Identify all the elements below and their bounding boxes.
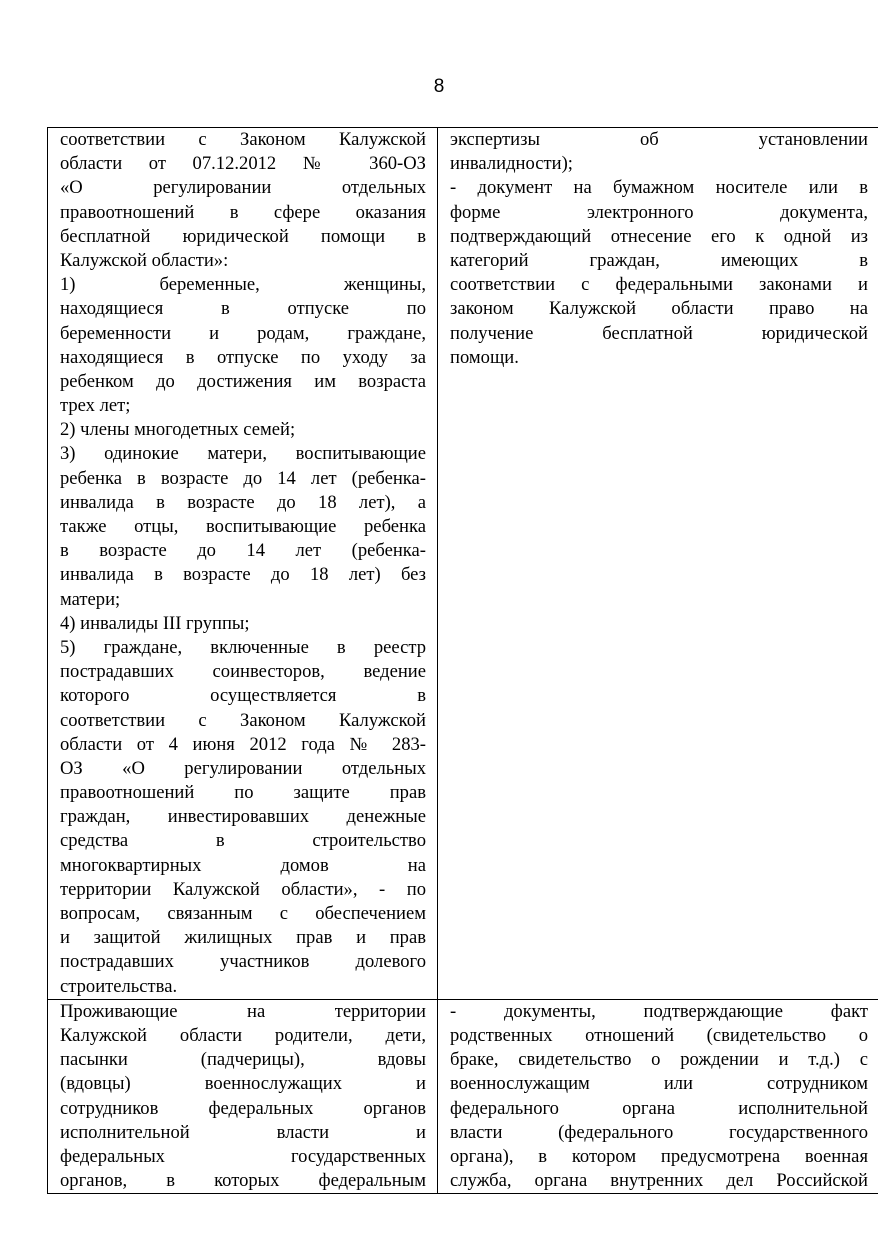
text-line: - документы, подтверждающие факт	[450, 1000, 868, 1022]
text-line: средства в строительство	[60, 830, 426, 852]
text-line: соответствии с Законом Калужской	[60, 129, 426, 150]
text-line: инвалида в возрасте до 18 лет) без	[60, 564, 426, 586]
text-line: 1) беременные, женщины,	[60, 274, 426, 296]
text-line: ребенка в возрасте до 14 лет (ребенка-	[60, 467, 426, 489]
document-table	[47, 127, 878, 1194]
text-line: также отцы, воспитывающие ребенка	[60, 516, 426, 537]
text-line: - документ на бумажном носителе или в	[450, 177, 868, 199]
text-line: вопросам, связанным с обеспечением	[60, 903, 426, 924]
text-line: инвалида в возрасте до 18 лет), а	[60, 491, 426, 513]
text-line: ребенком до достижения им возраста	[60, 370, 426, 392]
table-cell-category	[48, 128, 438, 1000]
text-line: органов, в которых федеральным	[60, 1170, 426, 1192]
text-line: получение бесплатной юридической	[450, 322, 868, 344]
table-row	[48, 128, 878, 1000]
text-line: правоотношений по защите прав	[60, 782, 426, 804]
text-line: области от 4 июня 2012 года № 283-	[60, 733, 426, 755]
text-line: ОЗ «О регулировании отдельных	[60, 757, 426, 779]
text-line: в возрасте до 14 лет (ребенка-	[60, 540, 426, 562]
text-line: Проживающие на территории	[60, 1000, 426, 1022]
text-line: категорий граждан, имеющих в	[450, 249, 868, 271]
text-line: 2) члены многодетных семей;	[60, 419, 296, 441]
text-line: территории Калужской области», - по	[60, 878, 426, 900]
text-line: служба, органа внутренних дел Российской	[450, 1170, 868, 1192]
text-line: помощи.	[450, 346, 519, 368]
text-line: Калужской области родители, дети,	[60, 1024, 426, 1046]
text-line: (вдовцы) военнослужащих и	[60, 1073, 426, 1095]
text-line: области от 07.12.2012 № 360-ОЗ	[60, 153, 426, 175]
text-line: которого осуществляется в	[60, 685, 426, 707]
text-line: бесплатной юридической помощи в	[60, 225, 426, 247]
text-line: федерального органа исполнительной	[450, 1097, 868, 1119]
text-line: сотрудников федеральных органов	[60, 1097, 426, 1119]
text-line: пострадавших соинвесторов, ведение	[60, 661, 426, 683]
text-line: исполнительной власти и	[60, 1121, 426, 1143]
text-line: браке, свидетельство о рождении и т.д.) с	[450, 1049, 868, 1071]
text-line: власти (федерального государственного	[450, 1121, 868, 1143]
table-cell-documents	[438, 128, 878, 1000]
text-line: инвалидности);	[450, 153, 573, 175]
table-row	[48, 999, 878, 1194]
text-line: органа), в котором предусмотрена военная	[450, 1145, 868, 1167]
table-cell-category	[48, 999, 438, 1194]
text-line: беременности и родам, граждане,	[60, 322, 426, 344]
text-line: 5) граждане, включенные в реестр	[60, 636, 426, 658]
page-number: 8	[433, 76, 445, 97]
text-line: строительства.	[60, 975, 178, 997]
text-line: матери;	[60, 588, 121, 610]
text-line: законом Калужской области право на	[450, 298, 868, 320]
text-line: «О регулировании отдельных	[60, 177, 426, 199]
text-line: пострадавших участников долевого	[60, 951, 426, 973]
text-line: многоквартирных домов на	[60, 854, 426, 876]
text-line: форме электронного документа,	[450, 201, 868, 223]
text-line: соответствии с Законом Калужской	[60, 709, 426, 731]
text-line: родственных отношений (свидетельство о	[450, 1024, 868, 1046]
text-line: находящиеся в отпуске по	[60, 298, 426, 320]
text-line: военнослужащим или сотрудником	[450, 1073, 868, 1095]
text-line: 4) инвалиды III группы;	[60, 612, 250, 634]
text-line: и защитой жилищных прав и прав	[60, 927, 426, 949]
text-line: трех лет;	[60, 395, 131, 417]
text-line: подтверждающий отнесение его к одной из	[450, 225, 868, 247]
text-line: соответствии с федеральными законами и	[450, 274, 868, 296]
text-line: граждан, инвестировавших денежные	[60, 806, 426, 828]
text-line: пасынки (падчерицы), вдовы	[60, 1049, 426, 1071]
text-line: правоотношений в сфере оказания	[60, 201, 426, 223]
text-line: Калужской области»:	[60, 249, 229, 271]
text-line: 3) одинокие матери, воспитывающие	[60, 443, 426, 465]
table-cell-documents	[438, 999, 878, 1194]
text-line: федеральных государственных	[60, 1145, 426, 1167]
text-line: экспертизы об установлении	[450, 129, 868, 150]
text-line: находящиеся в отпуске по уходу за	[60, 346, 426, 368]
